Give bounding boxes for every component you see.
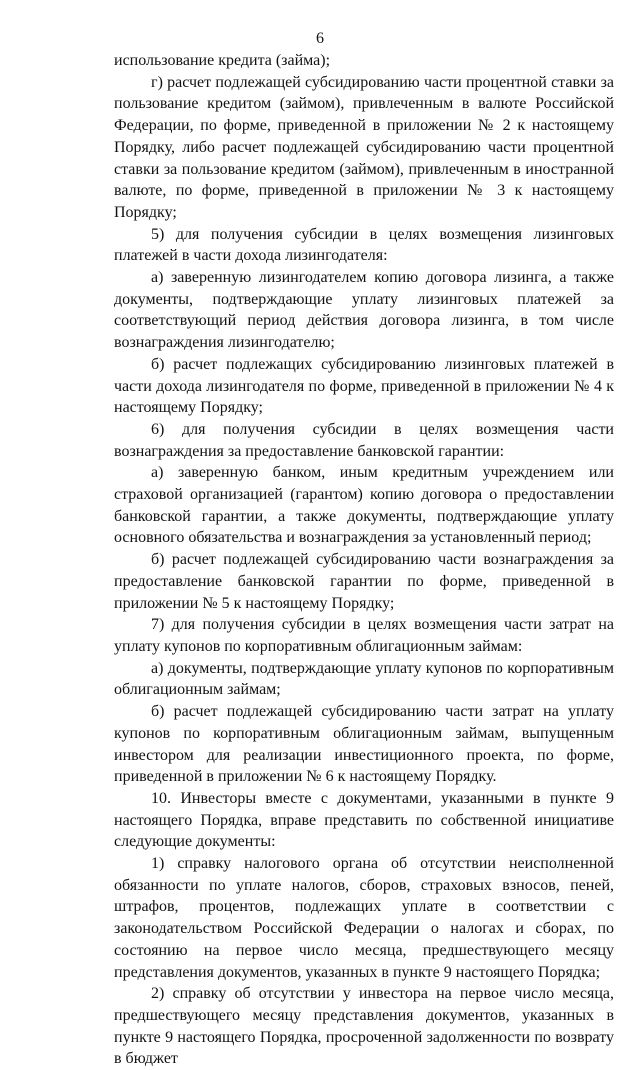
paragraph-item-10-1: 1) справку налогового органа об отсутствии неисполненной обязанности по уплате налогов, сборов, страховых взносов, пеней, штрафов, процентов, подлежащих уплате в соответствии с законодательством Российской Федерации о налогах и сборах, по состоянию на первое число месяца, предшествующего месяцу представления документов, указанных в пункте 9 настоящего Порядка; — [114, 855, 614, 981]
paragraph-item-6: 6) для получения субсидии в целях возмещения части вознаграждения за предоставление банковской гарантии: — [114, 420, 614, 460]
paragraph-item-g: г) расчет подлежащей субсидированию части процентной ставки за пользование кредитом (займом), привлеченным в валюте Российской Федерации, по форме, приведенной в приложении № 2 к настоящему Порядку, либо расчет подлежащей субсидированию части процентной ставки за пользование кредитом (займом), привлеченным в иностранной валюте, по форме, приведенной в приложении № 3 к настоящему Порядку; — [114, 73, 614, 221]
paragraph-item-5b: б) расчет подлежащих субсидированию лизинговых платежей в части дохода лизингодателя по форме, приведенной в приложении № 4 к настоящему Порядку; — [114, 355, 614, 417]
paragraph-item-5: 5) для получения субсидии в целях возмещения лизинговых платежей в части дохода лизингодателя: — [114, 225, 614, 265]
paragraph-section-10: 10. Инвесторы вместе с документами, указанными в пункте 9 настоящего Порядка, вправе представить по собственной инициативе следующие документы: — [114, 789, 614, 851]
paragraph-item-6a: а) заверенную банком, иным кредитным учреждением или страховой организацией (гарантом) копию договора о предоставлении банковской гарантии, а также документы, подтверждающие уплату основного обязательства и вознаграждения за установленный период; — [114, 464, 614, 547]
paragraph-item-7b: б) расчет подлежащей субсидированию части затрат на уплату купонов по корпоративным облигационным займам, выпущенным инвестором для реализации инвестиционного проекта, по форме, приведенной в приложении № 6 к настоящему Порядку. — [114, 703, 614, 786]
document-body — [114, 50, 614, 1070]
page-number: 6 — [316, 30, 324, 47]
paragraph-item-5a: а) заверенную лизингодателем копию договора лизинга, а также документы, подтверждающие уплату лизинговых платежей за соответствующий период действия договора лизинга, в том числе вознаграждения лизингодателю; — [114, 269, 614, 352]
paragraph-item-7a: а) документы, подтверждающие уплату купонов по корпоративным облигационным займам; — [114, 659, 614, 699]
paragraph-item-6b: б) расчет подлежащей субсидированию части вознаграждения за предоставление банковской гарантии по форме, приведенной в приложении № 5 к настоящему Порядку; — [114, 551, 614, 612]
paragraph-item-10-2: 2) справку об отсутствии у инвестора на первое число месяца, предшествующего месяцу представления документов, указанных в пункте 9 настоящего Порядка, просроченной задолженности по возврату в бюджет — [114, 985, 614, 1068]
paragraph-item-7: 7) для получения субсидии в целях возмещения части затрат на уплату купонов по корпоративным облигационным займам: — [114, 616, 614, 655]
paragraph-continuation: использование кредита (займа); — [114, 52, 331, 69]
